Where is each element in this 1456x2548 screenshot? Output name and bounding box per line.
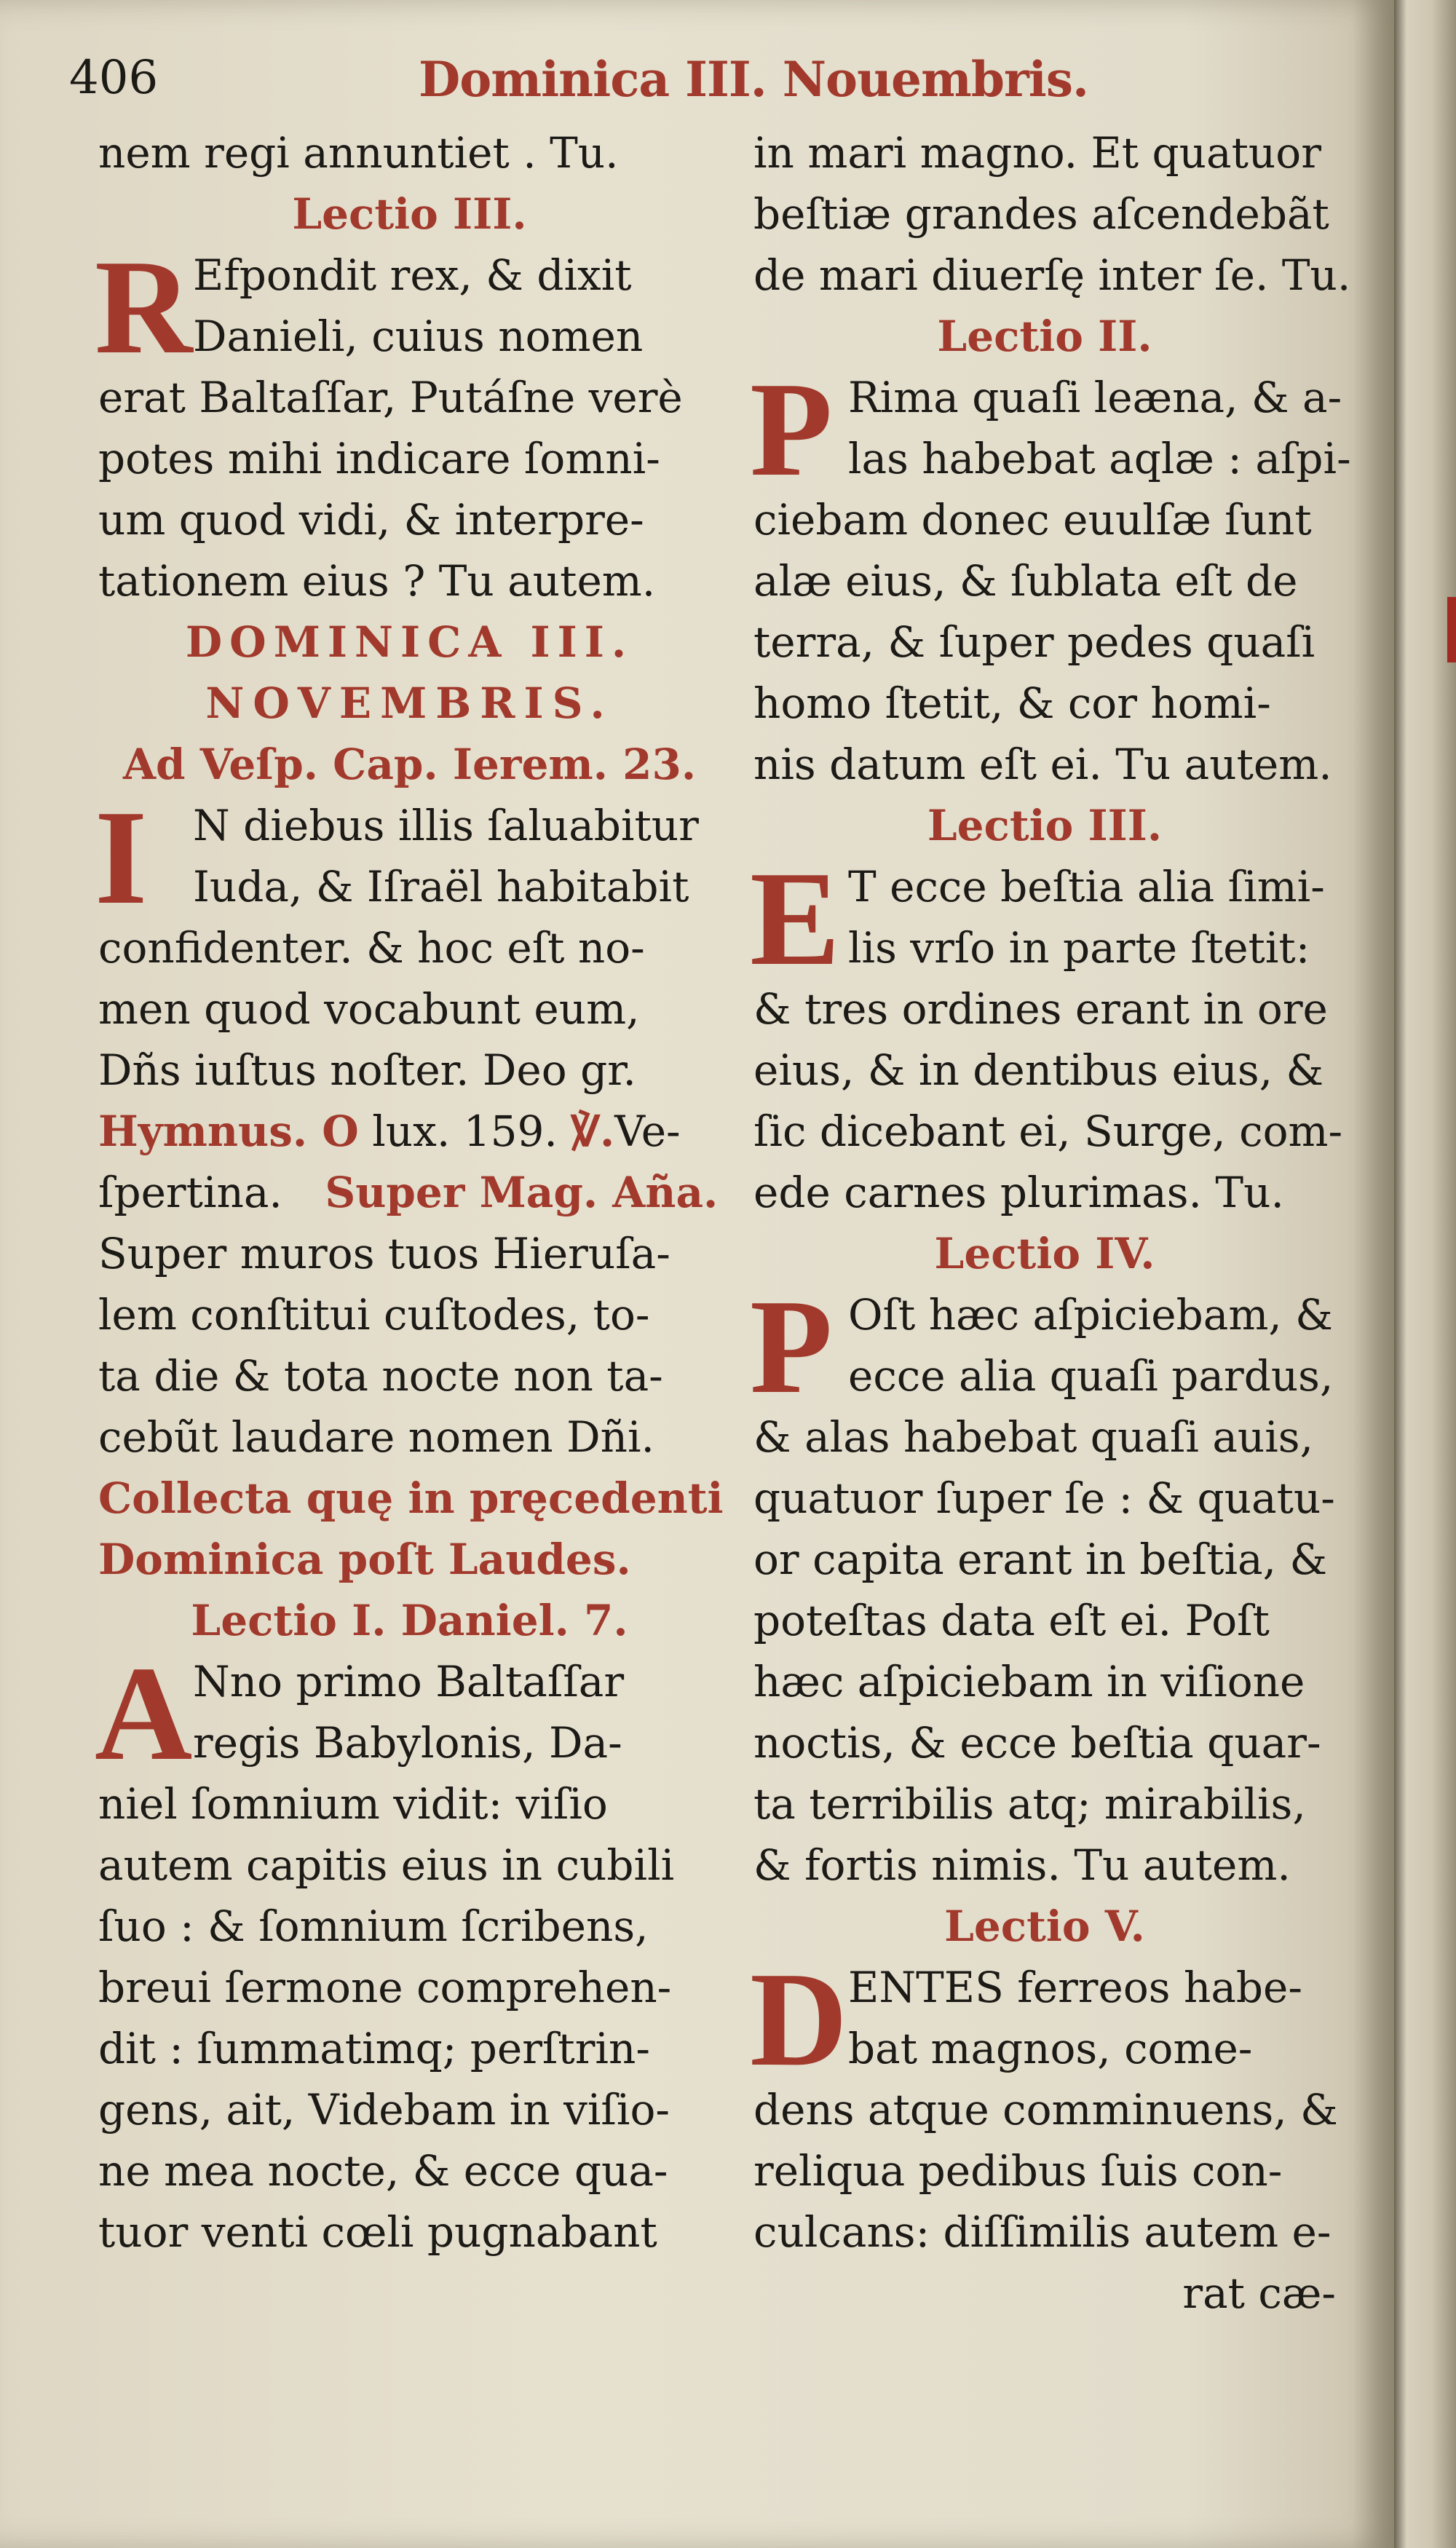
text-line: Dñs iuſtus noſter. Deo gr. <box>98 1045 636 1095</box>
sunday-title: DOMINICA III. <box>185 617 634 667</box>
hymn-rest: Ve- <box>614 1107 681 1156</box>
text-line: ſic dicebant ei, Surge, com- <box>753 1107 1343 1156</box>
drop-cap-initial: P <box>750 1272 833 1422</box>
text-line: regis Babylonis, Da- <box>193 1718 622 1768</box>
magnificat-rubric: Super Mag. Añа. <box>325 1168 719 1217</box>
lectio-3-paragraph <box>95 232 721 612</box>
text-line: quatuor ſuper ſe : & quatu- <box>753 1473 1335 1523</box>
left-column <box>95 122 724 2263</box>
text-line: dens atque comminuens, & <box>753 2085 1338 2134</box>
text-line: men quod vocabunt eum, <box>98 984 640 1034</box>
text-line: eius, & in dentibus eius, & <box>753 1045 1324 1095</box>
right-column <box>750 122 1351 2324</box>
hymn-line <box>98 1101 721 1162</box>
text-line: tationem eius ? Tu autem. <box>98 556 656 606</box>
drop-cap-initial: D <box>750 1944 848 2094</box>
text-line: ta terribilis atq; mirabilis, <box>753 1779 1306 1829</box>
next-page-edge <box>1394 0 1456 2548</box>
text-line: nem regi annuntiet . Tu. <box>98 128 619 178</box>
text-line: ede carnes plurimas. Tu. <box>753 1168 1284 1217</box>
drop-cap-initial: P <box>750 355 833 505</box>
text-line: bat magnos, come- <box>848 2024 1253 2073</box>
text-line: dit : ſummatimq; perſtrin- <box>98 2024 650 2073</box>
text-line: Efpondit rex, & dixit <box>193 250 632 300</box>
page-header <box>69 51 1365 116</box>
text-line: N diebus illis ſaluabitur <box>193 801 699 850</box>
text-line: ecce alia quaſi pardus, <box>848 1351 1334 1401</box>
drop-cap-initial: E <box>750 844 841 994</box>
text-line: ciebam donec euulſæ ſunt <box>753 495 1312 545</box>
lectio-5-paragraph <box>750 1944 1338 2324</box>
chapter-paragraph <box>95 783 721 1101</box>
text-line: & alas habebat quaſi auis, <box>753 1412 1314 1462</box>
text-line: noctis, & ecce beſtia quar- <box>753 1718 1321 1768</box>
lectio-heading: Lectio II. <box>937 312 1152 361</box>
page-edge-red-mark <box>1447 597 1456 662</box>
text-line: alæ eius, & ſublata eſt de <box>753 556 1298 606</box>
text-line: terra, & ſuper pedes quaſi <box>753 617 1315 667</box>
text-line: lem conſtitui cuſtodes, to- <box>98 1290 650 1340</box>
collect-rubric: Dominica poſt Laudes. <box>98 1535 631 1584</box>
lectio-4-paragraph <box>750 1272 1336 1896</box>
text-line: ne mea nocte, & ecce qua- <box>98 2146 668 2196</box>
text-line: erat Baltaſſar, Putáſne verè <box>98 373 683 422</box>
text-line: T ecce beſtia alia ſimi- <box>848 862 1325 911</box>
text-line: in mari magno. Et quatuor <box>753 128 1321 178</box>
text-line: niel ſomnium vidit: viſio <box>98 1779 608 1829</box>
page-number: 406 <box>69 51 159 105</box>
lectio-1-paragraph <box>95 1639 721 2263</box>
text-line: Super muros tuos Hieruſa- <box>98 1229 670 1278</box>
text-line: Danieli, cuius nomen <box>193 312 644 361</box>
text-line: poteſtas data eſt ei. Poſt <box>753 1596 1270 1645</box>
text-line: ENTES ferreos habe- <box>848 1963 1302 2012</box>
drop-cap-initial: A <box>95 1639 193 1789</box>
text-line: confidenter. & hoc eſt no- <box>98 923 645 973</box>
text-line: & tres ordines erant in ore <box>753 984 1328 1034</box>
text-line: culcans: diſſimilis autem e- <box>753 2207 1332 2257</box>
drop-cap-initial: I <box>95 783 148 933</box>
catchword: rat cæ- <box>1182 2268 1336 2318</box>
text-line: tuor venti cœli pugnabant <box>98 2207 657 2257</box>
text-line: potes mihi indicare ſomni- <box>98 434 660 483</box>
lectio-heading: Lectio III. <box>292 189 527 239</box>
text-line: Nno primo Baltaſſar <box>193 1657 625 1706</box>
text-line: Rima quaſi leæna, & a- <box>848 373 1342 422</box>
lectio-3-paragraph <box>750 844 1343 1223</box>
text-line: de mari diuerſę inter ſe. Tu. <box>753 250 1351 300</box>
magnificat-line <box>98 1162 721 1223</box>
lectio-heading: Lectio I. Daniel. 7. <box>191 1596 628 1645</box>
lectio-2-paragraph <box>750 355 1351 795</box>
lectio-heading: Lectio V. <box>944 1902 1145 1951</box>
text-line: um quod vidi, & interpre- <box>98 495 644 545</box>
vespers-heading: Ad Veſp. Cap. Ierem. 23. <box>122 740 697 789</box>
lectio-heading: Lectio III. <box>927 801 1163 850</box>
text-line: cebũt laudare nomen Dñi. <box>98 1412 654 1462</box>
text-line: lis vrſo in parte ſtetit: <box>848 923 1310 973</box>
text-line: nis datum eſt ei. Tu autem. <box>753 740 1332 789</box>
text-line: Iuda, & Iſraël habitabit <box>193 862 689 911</box>
text-line: Oſt hæc aſpiciebam, & <box>848 1290 1333 1340</box>
drop-cap-initial: R <box>95 232 193 382</box>
text-line: ſuo : & ſomnium ſcribens, <box>98 1902 649 1951</box>
vespertina-text: ſpertina. <box>98 1168 282 1217</box>
text-line: beſtiæ grandes aſcendebãt <box>753 189 1329 239</box>
text-line: or capita erant in beſtia, & <box>753 1535 1328 1584</box>
text-line: & fortis nimis. Tu autem. <box>753 1840 1291 1890</box>
text-line: hæc aſpiciebam in viſione <box>753 1657 1305 1706</box>
text-line: ta die & tota nocte non ta- <box>98 1351 663 1401</box>
sunday-subtitle: NOVEMBRIS. <box>205 678 614 728</box>
text-line: breui ſermone comprehen- <box>98 1963 672 2012</box>
text-line: gens, ait, Videbam in viſio- <box>98 2085 670 2134</box>
hymn-reference: lux. 159. <box>372 1107 558 1156</box>
collect-rubric: Collecta quę in pręcedenti <box>98 1473 724 1523</box>
text-line: autem capitis eius in cubili <box>98 1840 675 1890</box>
versicle-mark: ℣. <box>571 1107 615 1156</box>
lectio-heading: Lectio IV. <box>934 1229 1155 1278</box>
text-line: reliqua pedibus ſuis con- <box>753 2146 1283 2196</box>
text-line: homo ſtetit, & cor homi- <box>753 678 1271 728</box>
hymn-rubric: Hymnus. O <box>98 1107 359 1156</box>
text-line: las habebat aqlæ : aſpi- <box>848 434 1351 483</box>
running-title: Dominica III. Nouembris. <box>419 51 1089 108</box>
